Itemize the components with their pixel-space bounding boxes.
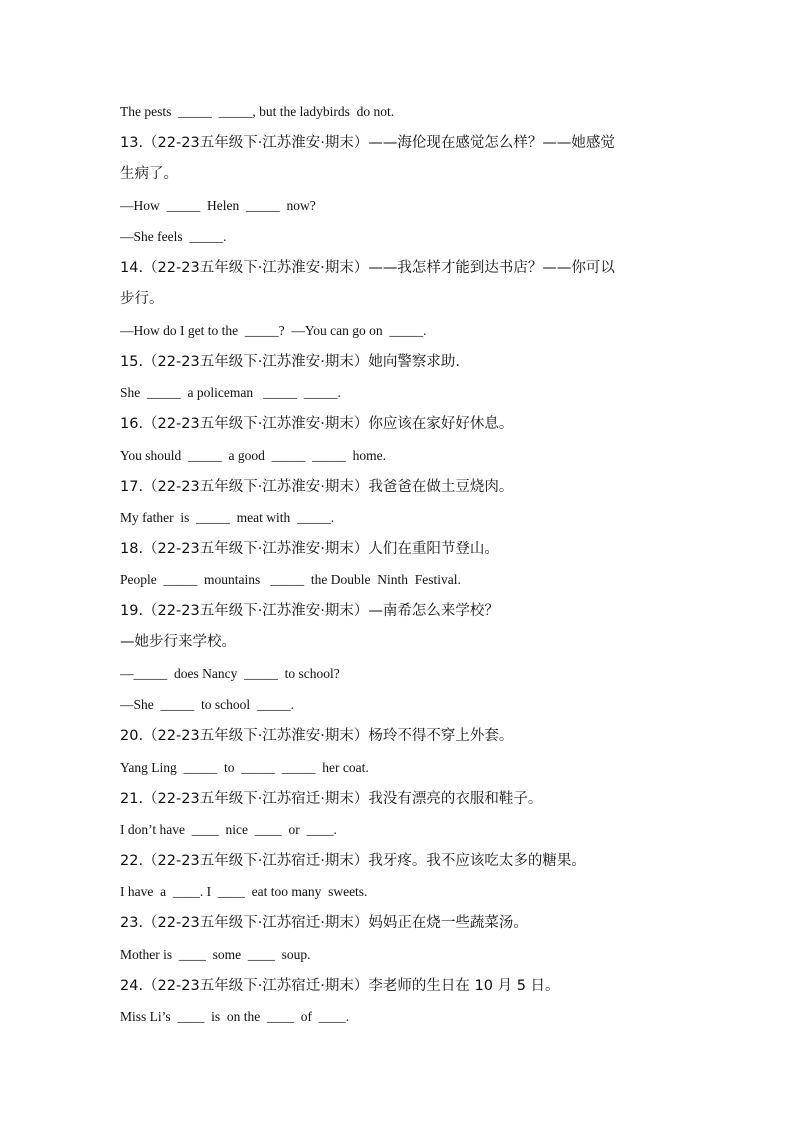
answer-line-20: Yang Ling _____ to _____ _____ her coat. — [120, 760, 369, 775]
question-13: 13.（22-23五年级下·江苏淮安·期末）——海伦现在感觉怎么样？——她感觉 — [120, 135, 615, 151]
answer-line-22: I have a ____. I ____ eat too many sweets. — [120, 884, 368, 899]
question-21: 21.（22-23五年级下·江苏宿迁·期末）我没有漂亮的衣服和鞋子。 — [120, 791, 543, 807]
answer-line-19a: —_____ does Nancy _____ to school? — [120, 666, 340, 681]
question-18: 18.（22-23五年级下·江苏淮安·期末）人们在重阳节登山。 — [120, 541, 499, 557]
answer-line-13a: —How _____ Helen _____ now? — [120, 198, 316, 213]
answer-line-23: Mother is ____ some ____ soup. — [120, 947, 311, 962]
answer-line-18: People _____ mountains _____ the Double Ninth Festival. — [120, 572, 461, 587]
question-13-continued: 生病了。 — [120, 166, 178, 182]
answer-line-12: The pests _____ _____, but the ladybirds do not. — [120, 104, 395, 119]
question-19: 19.（22-23五年级下·江苏淮安·期末）—南希怎么来学校？ — [120, 603, 499, 619]
question-19-continued: —她步行来学校。 — [120, 634, 236, 650]
question-24: 24.（22-23五年级下·江苏宿迁·期末）李老师的生日在 10 月 5 日。 — [120, 978, 560, 994]
question-17: 17.（22-23五年级下·江苏淮安·期末）我爸爸在做土豆烧肉。 — [120, 479, 514, 495]
answer-line-21: I don’t have ____ nice ____ or ____. — [120, 822, 337, 837]
answer-line-19b: —She _____ to school _____. — [120, 697, 294, 712]
question-22: 22.（22-23五年级下·江苏宿迁·期末）我牙疼。我不应该吃太多的糖果。 — [120, 853, 586, 869]
question-16: 16.（22-23五年级下·江苏淮安·期末）你应该在家好好休息。 — [120, 416, 514, 432]
answer-line-24: Miss Li’s ____ is on the ____ of ____. — [120, 1009, 350, 1024]
answer-line-13b: —She feels _____. — [120, 229, 227, 244]
question-15: 15.（22-23五年级下·江苏淮安·期末）她向警察求助. — [120, 354, 461, 370]
answer-line-14: —How do I get to the _____? —You can go on _____. — [120, 323, 427, 338]
answer-line-16: You should _____ a good _____ _____ home. — [120, 448, 387, 463]
question-23: 23.（22-23五年级下·江苏宿迁·期末）妈妈正在烧一些蔬菜汤。 — [120, 915, 528, 931]
question-20: 20.（22-23五年级下·江苏淮安·期末）杨玲不得不穿上外套。 — [120, 728, 514, 744]
question-14: 14.（22-23五年级下·江苏淮安·期末）——我怎样才能到达书店？——你可以 — [120, 260, 615, 276]
answer-line-17: My father is _____ meat with _____. — [120, 510, 335, 525]
answer-line-15: She _____ a policeman _____ _____. — [120, 385, 341, 400]
question-14-continued: 步行。 — [120, 291, 164, 307]
